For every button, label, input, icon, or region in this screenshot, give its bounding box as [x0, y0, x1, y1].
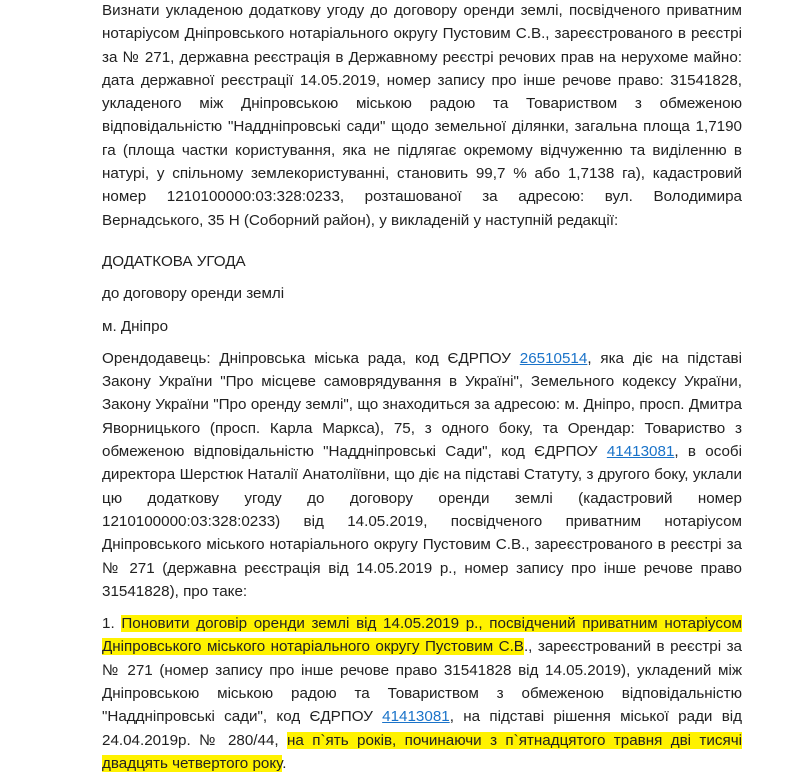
- item-1-paragraph: [102, 612, 742, 775]
- subheading-lease: до договору оренди землі: [102, 285, 285, 303]
- highlighted-term-text: на п`ять років, починаючи з п`ятнадцятого травня дві тисячі двадцять четвертого року: [102, 731, 742, 772]
- item-1-text-1: ., зареєстрований в реєстрі за № 271 (номер запису про інше речове право 31541828 від 14.05.2019), укладений між Дніпровською міською радою та Товариством з обмеженою відповідальністю "Наддніпровські сади", код ЄДРПОУ: [102, 638, 742, 726]
- edrpou-link-tenant[interactable]: 41413081: [606, 443, 675, 461]
- parties-text-1: Орендодавець: Дніпровська міська рада, код ЄДРПОУ: [102, 349, 520, 367]
- intro-paragraph: Визнати укладеною додаткову угоду до договору оренди землі, посвідченого приватним нотаріусом Дніпровського нотаріального округу Пустовим С.В., зареєстрованого в реєстрі за № 271, державна реєстрація в Державному реєстрі речових прав на нерухоме майно: дата державної реєстрації 14.05.2019, номер запису про інше речове право: 31541828, укладеного між Дніпровською міською радою та Товариством з обмеженою відповідальністю "Наддніпровські сади" щодо земельної ділянки, загальна площа 1,7190 га (площа частки користування, яка не підлягає окремому відчуженню та виділенню в натурі, у спільному землекористуванні, становить 99,7 % або 1,7138 га), кадастровий номер 1210100000:03:328:0233, розташованої за адресою: вул. Володимира Вернадського, 35 Н (Соборний район), у викладеній у наступній редакції:: [102, 2, 742, 229]
- parties-paragraph: [102, 347, 742, 603]
- heading-additional-agreement: ДОДАТКОВА УГОДА: [102, 252, 246, 270]
- item-1-text-2: , на підставі рішення міської ради від 24.04.2019р. № 280/44,: [102, 708, 742, 749]
- item-1-text-3: .: [282, 754, 287, 772]
- edrpou-link-city-council[interactable]: 26510514: [519, 349, 588, 367]
- parties-text-3: , в особі директора Шерстюк Наталії Анатоліївни, що діє на підставі Статуту, з другого боку, уклали цю додаткову угоду до договору оренди землі (кадастровий номер 1210100000:03:328:0233) від 14.05.2019, посвідченого приватним нотаріусом Дніпровського міського нотаріального округу Пустовим С.В., зареєстрованого в реєстрі за № 271 (державна реєстрація від 14.05.2019 р., номер запису про інше речове право 31541828), про таке:: [102, 443, 742, 600]
- item-1-number: 1.: [102, 615, 122, 633]
- parties-text-2: , яка діє на підставі Закону України "Про місцеве самоврядування в Україні", Земельного кодексу України, Закону України "Про оренду землі", що знаходиться за адресою: м. Дніпро, просп. Дмитра Яворницького (просп. Карла Маркса), 75, з одного боку, та Орендар: Товариство з обмеженою відповідальністю "Наддніпровські Сади", код ЄДРПОУ: [102, 349, 742, 461]
- highlighted-renewal-text: Поновити договір оренди землі від 14.05.2019 р., посвідчений приватним нотаріусом Дніпровського міського нотаріального округу Пустовим С.В: [102, 615, 742, 656]
- document-body: [102, 0, 742, 775]
- edrpou-link-tenant-item[interactable]: 41413081: [382, 708, 450, 726]
- city-line: м. Дніпро: [102, 317, 169, 335]
